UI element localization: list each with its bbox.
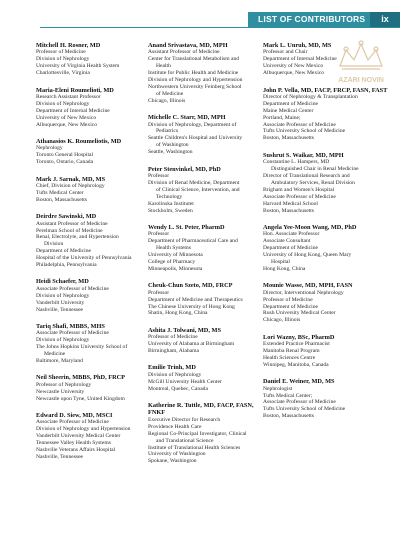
contributor-affiliation-line: Director of Nephrology & Transplantation [263, 93, 358, 100]
contributor-affiliation-line: of Washington [156, 142, 189, 149]
contributor-affiliation-line: Research Assistant Professor [36, 93, 101, 100]
contributor-affiliation-line: Manitoba Renal Program [263, 348, 320, 355]
contributor-affiliation-line: Ambulatory Services, Renal Division [271, 179, 355, 186]
contributor-name: Mark J. Sarnak, MD, MS [36, 175, 106, 183]
contributor-affiliation-line: Vanderbilt University [36, 299, 85, 306]
contributor-affiliation-line: Harvard Medical School [263, 200, 318, 207]
contributor-affiliation-line: College of Pharmacy [148, 258, 196, 265]
contributor-affiliation-line: Albuquerque, New Mexico [36, 121, 98, 128]
contributor-entry [148, 282, 256, 317]
contributor-affiliation-line: Providence Health Care [148, 423, 202, 430]
contributor-affiliation-line: Tennessee Valley Health Systems [36, 440, 111, 447]
contributor-name: Sushrut S. Waikar, MD, MPH [263, 151, 344, 159]
contributor-affiliation-line: Medicine [44, 351, 66, 358]
contributor-entry [148, 402, 256, 465]
contributor-affiliation-line: Professor of Medicine [148, 334, 198, 341]
contributors-column-2 [148, 42, 256, 475]
contributor-entry [36, 87, 140, 129]
contributor-affiliation-line: The Chinese University of Hong Kong [148, 303, 235, 310]
contributor-affiliation-line: Chicago, Illinois [148, 97, 186, 104]
contributor-entry [263, 42, 388, 77]
contributor-affiliation-line: Northwestern University Feinberg School [148, 83, 242, 90]
contributor-affiliation-line: Health [156, 63, 171, 70]
contributor-entry [263, 378, 388, 420]
contributor-affiliation-line: Division of Renal Medicine, Department [148, 179, 240, 186]
contributor-name: Daniel E. Weiner, MD, MS [263, 378, 335, 386]
contributor-entry [263, 152, 388, 215]
contributor-affiliation-line: Nashville, Tennessee [36, 306, 84, 313]
contributor-name: Peter Stenvinkel, MD, PhD [148, 165, 221, 173]
contributor-entry [263, 224, 388, 273]
contributor-affiliation-line: Boston, Massachusetts [263, 207, 314, 214]
contributor-affiliation-line: The Johns Hopkins University School of [36, 344, 128, 351]
contributor-affiliation-line: Division of Nephrology [36, 292, 90, 299]
contributor-affiliation-line: Assistant Professor of Medicine [36, 220, 108, 227]
contributor-entry [36, 323, 140, 365]
contributor-affiliation-line: Associate Professor of Medicine [36, 330, 109, 337]
contributor-affiliation-line: Perelman School of Medicine [36, 227, 103, 234]
contributor-entry [148, 114, 256, 156]
contributor-name: Cheuk-Chun Szeto, MD, FRCP [148, 282, 233, 290]
contributor-affiliation-line: Hospital [271, 258, 290, 265]
contributor-name: Lori Wazny, BSc, PharmD [263, 333, 335, 341]
contributor-affiliation-line: Shatin, Hong Kong, China [148, 310, 208, 317]
contributor-entry [148, 224, 256, 273]
contributor-affiliation-line: Seattle Children's Hospital and University [148, 135, 243, 142]
contributor-affiliation-line: Tufts University School of Medicine [263, 406, 346, 413]
contributor-affiliation-line: Director, Interventional Nephrology [263, 289, 344, 296]
contributor-affiliation-line: Spokane, Washington [148, 458, 197, 465]
contributor-entry [36, 176, 140, 204]
contributor-affiliation-line: Division of Nephrology and Hypertension [36, 426, 131, 433]
contributor-affiliation-line: Nephrologist [263, 385, 293, 392]
contributor-name: Heidi Schaefer, MD [36, 278, 89, 286]
contributor-affiliation-line: Hong Kong, China [263, 265, 306, 272]
contributor-affiliation-line: University of New Mexico [263, 63, 324, 70]
contributor-affiliation-line: Division of Nephrology, Department of [148, 121, 237, 128]
contributor-affiliation-line: Professor and Chair [263, 49, 308, 56]
contributor-affiliation-line: Karolinska Institutet [148, 200, 194, 207]
contributor-affiliation-line: Professor of Medicine [36, 49, 86, 56]
contributor-entry [148, 166, 256, 215]
contributor-affiliation-line: Associate Professor of Medicine [263, 399, 336, 406]
contributors-column-3 [263, 42, 388, 430]
contributor-affiliation-line: Nashville, Tennessee [36, 454, 84, 460]
contributor-affiliation-line: Center for Translational Metabolism and [148, 56, 240, 63]
contributor-name: Ashita J. Tolwani, MD, MS [148, 326, 221, 334]
contributor-affiliation-line: Boston, Massachusetts [263, 135, 314, 142]
contributor-affiliation-line: Department of Medicine [263, 303, 318, 310]
contributor-affiliation-line: Baltimore, Maryland [36, 358, 83, 365]
contributor-affiliation-line: Director of Translational Research and [263, 173, 350, 179]
contributor-entry [36, 213, 140, 269]
contributor-name: Mitchell H. Rosner, MD [36, 42, 101, 49]
contributor-affiliation-line: University of Hong Kong, Queen Mary [263, 252, 352, 259]
contributor-affiliation-line: Seattle, Washington [148, 149, 193, 156]
contributor-name: Michelle C. Starr, MD, MPH [148, 114, 226, 122]
contributor-affiliation-line: Division of Nephrology [36, 56, 90, 63]
contributor-affiliation-line: Tufts Medical Center; [263, 392, 313, 399]
contributor-name: Neil Sheerin, MBBS, PhD, FRCP [36, 374, 126, 382]
contributor-entry [263, 282, 388, 324]
contributor-affiliation-line: Professor [148, 289, 170, 296]
contributor-name: Deirdre Sawinski, MD [36, 213, 97, 221]
contributor-affiliation-line: of Medicine [156, 90, 184, 97]
contributor-affiliation-line: Health Sciences Centre [263, 354, 316, 361]
contributor-affiliation-line: Nephrology [36, 145, 63, 152]
contributor-affiliation-line: Maine Medical Center [263, 107, 314, 114]
contributor-entry [36, 278, 140, 313]
contributor-affiliation-line: Professor of Nephrology [36, 381, 92, 388]
contributor-affiliation-line: and Translational Science [156, 437, 214, 444]
contributor-name: John P. Vella, MD, FACP, FRCP, FASN, FAST [263, 86, 388, 94]
contributor-entry [263, 87, 388, 143]
contributor-affiliation-line: University of Washington [148, 451, 206, 458]
contributor-name: Maria-Eleni Roumelioti, MD [36, 86, 114, 94]
contributor-affiliation-line: Tufts University School of Medicine [263, 128, 346, 135]
contributor-affiliation-line: Renal, Electrolyte, and Hypertension [36, 234, 119, 241]
contributor-affiliation-line: Boston, Massachusetts [263, 413, 314, 420]
contributor-affiliation-line: University of New Mexico [36, 114, 97, 121]
contributor-affiliation-line: Tufts Medical Center [36, 189, 84, 196]
contributor-affiliation-line: Institute of Translational Health Sciences [148, 444, 241, 451]
contributor-affiliation-line: Department of Pharmaceutical Care and [148, 238, 238, 245]
running-header [0, 0, 400, 24]
contributor-affiliation-line: Department of Medicine [36, 248, 91, 255]
contributor-entry [148, 327, 256, 355]
contributor-affiliation-line: Birmingham, Alabama [148, 348, 199, 355]
contributor-affiliation-line: Associate Professor of Medicine [36, 285, 109, 292]
contributor-name: Tariq Shafi, MBBS, MHS [36, 323, 105, 330]
contributor-affiliation-line: University of Minnesota [148, 252, 203, 259]
contributor-entry [263, 334, 388, 369]
contributor-affiliation-line: Brigham and Women's Hospital [263, 186, 335, 193]
contributor-affiliation-line: Division of Nephrology [148, 371, 202, 378]
watermark-text: AZARI NOVIN [338, 77, 384, 84]
contributor-affiliation-line: Chicago, Illinois [263, 317, 301, 324]
contributor-affiliation-line: Division of Nephrology [36, 100, 90, 107]
contributor-affiliation-line: Associate Consultant [263, 238, 311, 245]
contributor-affiliation-line: Associate Professor of Medicine [263, 193, 336, 200]
contributor-name: Mark L. Unruh, MD, MS [263, 42, 332, 49]
contributor-affiliation-line: University of Alabama at Birmingham [148, 341, 235, 348]
contributor-affiliation-line: Division of Nephrology and Hypertension [148, 77, 243, 84]
contributor-affiliation-line: Department of Medicine [263, 245, 318, 252]
contributor-affiliation-line: Boston, Massachusetts [36, 196, 87, 203]
contributor-affiliation-line: Associate Professor of Medicine [36, 419, 109, 426]
contributor-affiliation-line: Professor [148, 231, 170, 238]
page-number: ix [370, 12, 400, 27]
contributor-affiliation-line: Montreal, Quebec, Canada [148, 385, 208, 392]
contributor-affiliation-line: Regional Co-Principal Investigator, Clinical [148, 430, 247, 437]
contributor-affiliation-line: Department of Medicine [263, 100, 318, 107]
contributor-entry [36, 374, 140, 402]
contributor-affiliation-line: Stockholm, Sweden [148, 207, 193, 214]
contributor-name: Mounie Wasse, MD, MPH, FASN [263, 282, 353, 290]
contributor-affiliation-line: Chief, Division of Nephrology [36, 183, 105, 189]
contributor-entry [148, 364, 256, 392]
contributor-entry [36, 412, 140, 461]
contributor-affiliation-line: Hon. Associate Professor [263, 231, 320, 238]
contributor-affiliation-line: McGill University Health Center [148, 378, 222, 385]
contributor-affiliation-line: Toronto General Hospital [36, 152, 94, 159]
contributor-affiliation-line: Professor of Medicine [263, 296, 313, 303]
contributor-affiliation-line: Division [44, 241, 64, 248]
contributor-affiliation-line: Rush University Medical Center [263, 310, 336, 317]
contributor-name: Katherine R. Tuttle, MD, FACP, FASN, FNKF [148, 402, 254, 417]
contributor-affiliation-line: Executive Director for Research [148, 416, 221, 423]
contributor-name: Athanasios K. Roumeliotis, MD [36, 137, 122, 145]
contributor-affiliation-line: Health Systems [156, 245, 191, 252]
contributor-affiliation-line: Pediatrics [156, 128, 179, 135]
contributor-affiliation-line: Department of Medicine and Therapeutics [148, 296, 243, 303]
contributor-affiliation-line: Department of Internal Medicine [263, 56, 337, 63]
contributor-entry [36, 42, 140, 77]
contributor-name: Anand Srivastava, MD, MPH [148, 42, 228, 49]
contributor-affiliation-line: Hospital of the University of Pennsylvania [36, 255, 132, 262]
contributor-affiliation-line: Charlottesville, Virginia [36, 70, 90, 77]
contributor-affiliation-line: Distinguished Chair in Renal Medicine [271, 166, 359, 173]
contributor-affiliation-line: Winnipeg, Manitoba, Canada [263, 361, 329, 368]
contributor-affiliation-line: Assistant Professor of Medicine [148, 49, 220, 56]
contributor-affiliation-line: Constantine L. Hampers, MD [263, 159, 330, 166]
contributor-affiliation-line: Department of Internal Medicine [36, 107, 110, 114]
contributor-affiliation-line: Vanderbilt University Medical Center [36, 433, 121, 440]
header-rule [40, 27, 400, 28]
contributor-entry [36, 138, 140, 166]
contributor-affiliation-line: University of Virginia Health System [36, 63, 120, 70]
contributor-affiliation-line: Portland, Maine; [263, 114, 301, 121]
contributor-affiliation-line: Minneapolis, Minnesota [148, 265, 203, 272]
contributor-affiliation-line: Professor [148, 173, 170, 179]
contributors-column-1 [36, 42, 140, 470]
contributor-affiliation-line: Institute for Public Health and Medicine [148, 70, 239, 77]
contributor-affiliation-line: Nashville Veterans Affairs Hospital [36, 447, 116, 454]
contributor-affiliation-line: Division of Nephrology [36, 337, 90, 344]
contributor-name: Edward D. Siew, MD, MSCI [36, 412, 113, 420]
contributor-affiliation-line: Toronto, Ontario, Canada [36, 159, 94, 166]
contributor-affiliation-line: Associate Professor of Medicine [263, 121, 336, 128]
contributor-affiliation-line: Technology [156, 193, 183, 200]
contributor-name: Emilie Trinh, MD [148, 364, 196, 372]
contributor-name: Angela Yee-Moon Wang, MD, PhD [263, 223, 357, 231]
contributor-entry [148, 42, 256, 105]
contributor-affiliation-line: Albuquerque, New Mexico [263, 70, 325, 77]
contributor-affiliation-line: Philadelphia, Pennsylvania [36, 262, 97, 269]
contributor-affiliation-line: Newcastle University [36, 388, 85, 395]
section-title: LIST OF CONTRIBUTORS [258, 14, 366, 24]
contributor-name: Wendy L. St. Peter, PharmD [148, 223, 225, 231]
contributor-affiliation-line: Newcastle upon Tyne, United Kingdom [36, 395, 125, 402]
contributor-affiliation-line: Extended Practice Pharmacist [263, 341, 330, 348]
contributor-affiliation-line: of Clinical Science, Intervention, and [156, 186, 240, 193]
